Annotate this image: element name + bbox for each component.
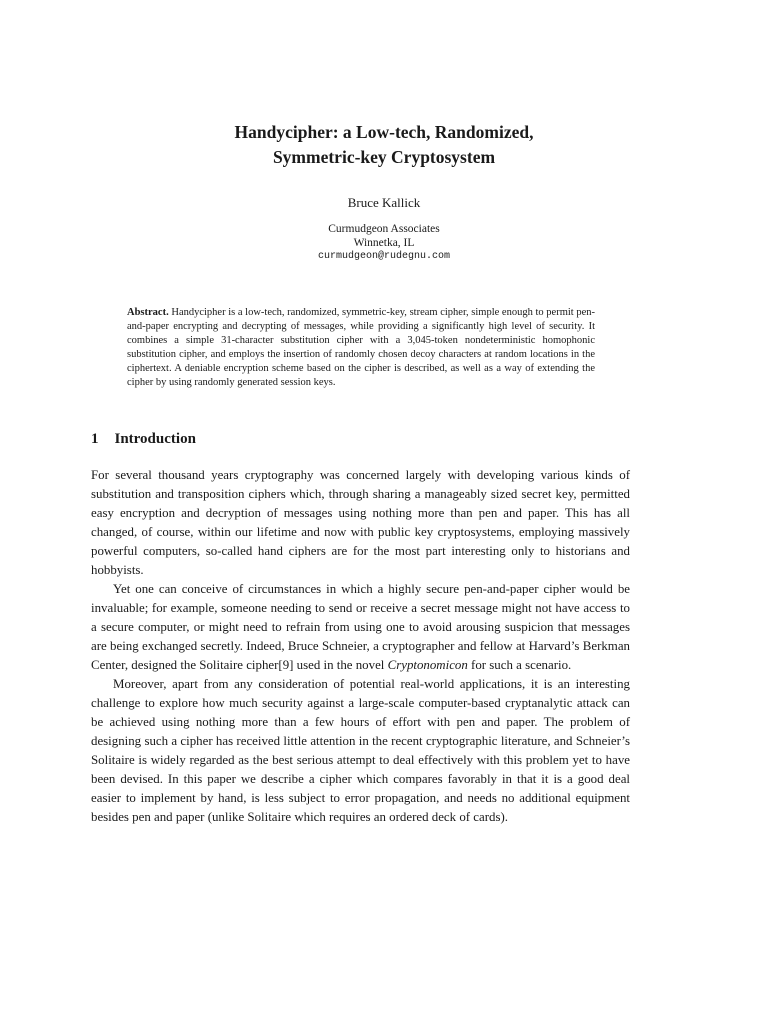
- affiliation-location: Winnetka, IL: [353, 237, 415, 249]
- title-line-2: Symmetric-key Cryptosystem: [272, 147, 496, 167]
- abstract-text: Handycipher is a low-tech, randomized, symmetric-key, stream cipher, simple enough to permit pen-and-paper encrypting and decrypting of messages, while providing a significantly high level of security. It combines a simple 31-character substitution cipher with a 3,045-token nondeterministic homophonic substitution cipher, and employs the insertion of randomly chosen decoy characters at random locations in the ciphertext. A deniable encryption scheme based on the cipher is described, as well as a way of extending the cipher by using randomly generated session keys.: [127, 307, 596, 388]
- paragraph-2-text-b: for such a scenario.: [467, 658, 572, 672]
- affiliation: [0, 222, 768, 264]
- section-number: 1: [91, 431, 99, 447]
- author-email: curmudgeon@rudegnu.com: [317, 251, 451, 262]
- author-name: Bruce Kallick: [347, 195, 421, 210]
- title-line-1: Handycipher: a Low-tech, Randomized,: [234, 122, 534, 142]
- section-title: Introduction: [114, 431, 196, 447]
- paragraph-1: For several thousand years cryptography was concerned largely with developing various kinds of substitution and transposition ciphers which, through sharing a manageably sized secret key, permitted easy encryption and decryption of messages using nothing more than pen and paper. This has all changed, of course, within our lifetime and now with public key cryptosystems, employing massively powerful computers, so-called hand ciphers are for the most part interesting only to historians and hobbyists.: [91, 468, 630, 577]
- affiliation-org: Curmudgeon Associates: [328, 223, 440, 235]
- paragraph-2: [91, 580, 630, 675]
- book-title-cryptonomicon: Cryptonomicon: [387, 658, 468, 672]
- section-heading: [91, 431, 196, 448]
- paragraph-2-text-a: Yet one can conceive of circumstances in which a highly secure pen-and-paper cipher would be invaluable; for example, someone needing to send or receive a secret message might not have access to a secure computer, or might need to refrain from using one to avoid arousing suspicion that messages are being exchanged secretly. Indeed, Bruce Schneier, a cryptographer and fellow at Harvard’s Berkman Center, designed the Solitaire cipher[9] used in the novel: [91, 582, 630, 672]
- paper-title: [0, 120, 768, 170]
- paragraph-3: Moreover, apart from any consideration of potential real-world applications, it is an interesting challenge to explore how much security against a large-scale computer-based cryptanalytic attack can be achieved using nothing more than a few hours of effort with pen and paper. The problem of designing such a cipher has received little attention in the recent cryptographic literature, and Schneier’s Solitaire is widely regarded as the best serious attempt to deal effectively with this problem yet to have been devised. In this paper we describe a cipher which compares favorably in that it is a good deal easier to implement by hand, is less subject to error propagation, and needs no additional equipment besides pen and paper (unlike Solitaire which requires an ordered deck of cards).: [91, 677, 630, 824]
- section-body: [91, 466, 630, 827]
- abstract-label: Abstract.: [127, 307, 169, 318]
- abstract: [127, 306, 595, 390]
